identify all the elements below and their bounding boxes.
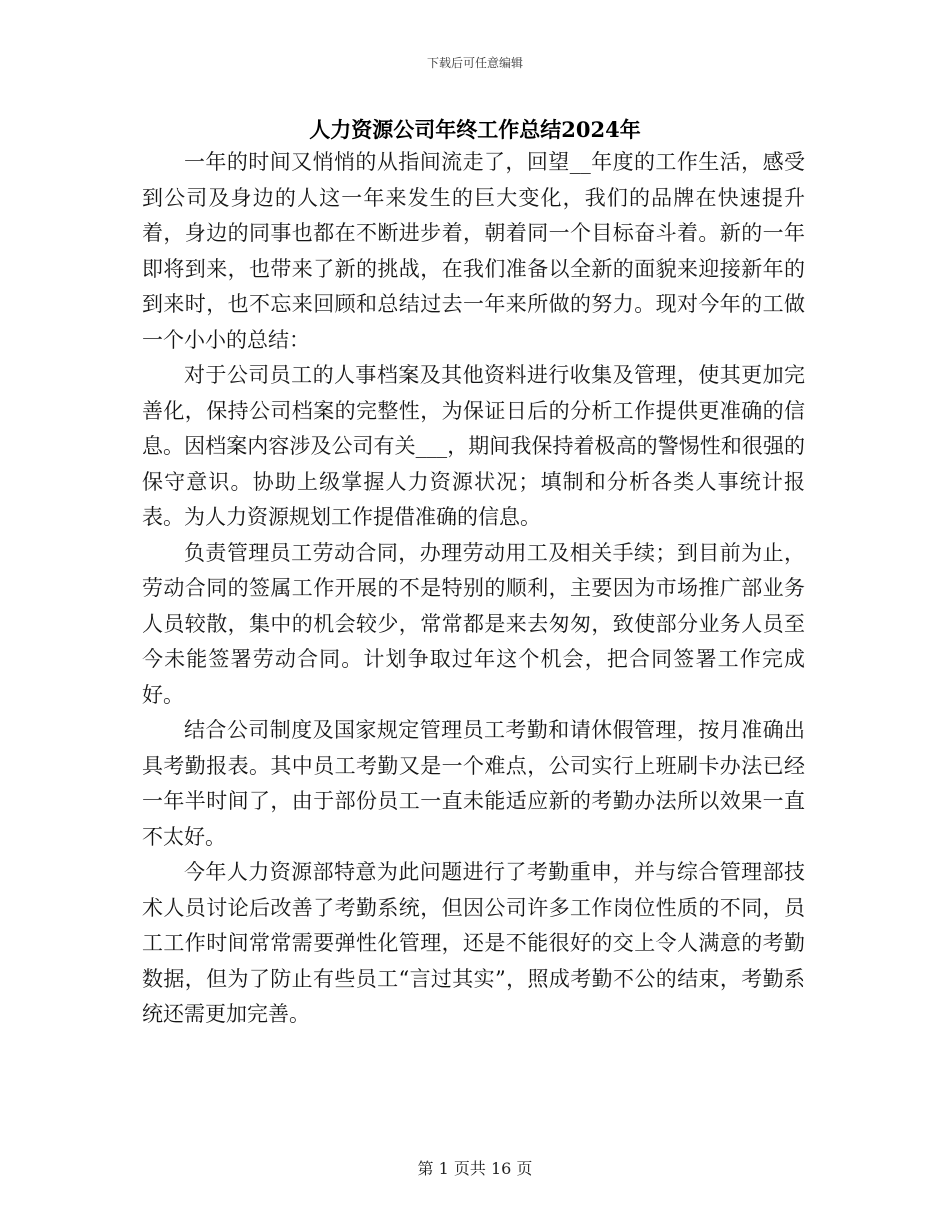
- paragraph-intro: 一年的时间又悄悄的从指间流走了，回望__年度的工作生活，感受到公司及身边的人这一年来发生的巨大变化，我们的品牌在快速提升着，身边的同事也都在不断进步着，朝着同一个目标奋斗着。新的一年即将到来，也带来了新的挑战，在我们准备以全新的面貌来迎接新年的到来时，也不忘来回顾和总结过去一年来所做的努力。现对今年的工做一个小小的总结：: [142, 150, 805, 352]
- paragraph-personnel-files: 对于公司员工的人事档案及其他资料进行收集及管理，使其更加完善化，保持公司档案的完整性，为保证日后的分析工作提供更准确的信息。因档案内容涉及公司有关___，期间我保持着极高的警惕性和很强的保守意识。协助上级掌握人力资源状况；填制和分析各类人事统计报表。为人力资源规划工作提借准确的信息。: [142, 363, 805, 529]
- document-title: 人力资源公司年终工作总结2024年: [309, 117, 641, 142]
- header-note: 下载后可任意编辑: [426, 56, 523, 70]
- page-number-footer: 第 1 页共 16 页: [417, 1159, 533, 1178]
- paragraph-attendance-system: 今年人力资源部特意为此问题进行了考勤重申，并与综合管理部技术人员讨论后改善了考勤系统，但因公司许多工作岗位性质的不同，员工工作时间常常需要弹性化管理，还是不能很好的交上令人满意的考勤数据，但为了防止有些员工“言过其实”，照成考勤不公的结束，考勤系统还需更加完善。: [142, 860, 805, 1026]
- document-body: [142, 145, 805, 1033]
- paragraph-attendance: 结合公司制度及国家规定管理员工考勤和请休假管理，按月准确出具考勤报表。其中员工考勤又是一个难点，公司实行上班刷卡办法已经一年半时间了，由于部份员工一直未能适应新的考勤办法所以效果一直不太好。: [142, 718, 805, 849]
- paragraph-labor-contracts: 负责管理员工劳动合同，办理劳动用工及相关手续；到目前为止，劳动合同的签属工作开展的不是特别的顺利，主要因为市场推广部业务人员较散，集中的机会较少，常常都是来去匆匆，致使部分业务人员至今未能签署劳动合同。计划争取过年这个机会，把合同签署工作完成好。: [142, 540, 805, 707]
